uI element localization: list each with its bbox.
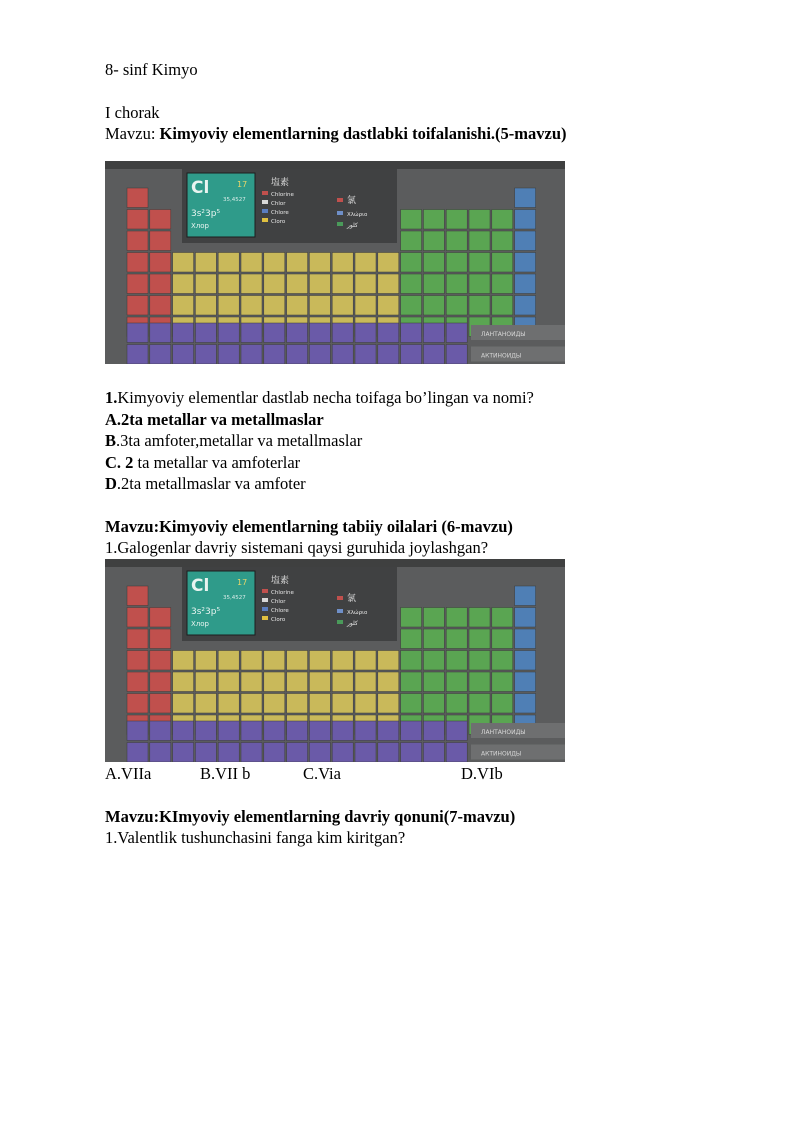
element-name-0: Chlorine: [271, 590, 294, 596]
element-cell: [492, 672, 513, 692]
element-cell: [515, 188, 536, 208]
option-d: D.VIb: [461, 764, 503, 783]
f-block-cell: [355, 345, 376, 365]
element-cell: [195, 672, 216, 692]
element-name-1: Chlor: [271, 201, 286, 207]
element-cell: [469, 672, 490, 692]
element-cell: [492, 608, 513, 628]
element-cell: [378, 296, 399, 316]
element-name-1: Chlor: [271, 599, 286, 605]
element-cell: [127, 231, 148, 251]
element-cell: [309, 651, 330, 671]
element-cell: [492, 253, 513, 273]
element-cell: [173, 296, 194, 316]
f-block-cell: [309, 721, 330, 741]
grade-line: 8- sinf Kimyo: [105, 60, 198, 79]
element-cell: [401, 608, 422, 628]
element-cell: [446, 231, 467, 251]
element-cell: [195, 651, 216, 671]
option-d-letter: D: [105, 474, 117, 493]
element-cell: [378, 694, 399, 714]
element-cell: [332, 274, 353, 294]
f-block-cell: [173, 345, 194, 365]
element-name-2: Chlore: [271, 210, 289, 216]
f-block-cell: [150, 721, 171, 741]
element-name-cn: 氯: [347, 196, 357, 206]
topic1-title: Kimyoviy elementlarning dastlabki toifalanishi.(5-mavzu): [159, 124, 567, 143]
element-cell: [309, 694, 330, 714]
element-cell: [150, 274, 171, 294]
element-cell: [127, 253, 148, 273]
element-cell: [401, 694, 422, 714]
element-cell: [218, 694, 239, 714]
f-block-cell: [264, 721, 285, 741]
f-block-cell: [241, 345, 262, 365]
flag-icon: [262, 209, 268, 213]
element-cell: [401, 651, 422, 671]
element-cell: [515, 608, 536, 628]
flag-icon: [262, 607, 268, 611]
f-block-cell: [378, 721, 399, 741]
element-cell: [492, 210, 513, 230]
f-block-cell: [241, 323, 262, 343]
flag-icon: [337, 596, 343, 600]
element-cell: [287, 694, 308, 714]
element-cell: [173, 651, 194, 671]
f-block-cell: [355, 323, 376, 343]
element-cell: [287, 296, 308, 316]
element-cell: [150, 651, 171, 671]
option-c: [105, 453, 300, 473]
element-name-0: Chlorine: [271, 192, 294, 198]
element-cell: [218, 296, 239, 316]
periodic-table-image-1: [105, 161, 565, 364]
element-cell: [492, 651, 513, 671]
element-cell: [515, 586, 536, 606]
element-cell: [150, 629, 171, 649]
element-cell: [401, 210, 422, 230]
f-block-cell: [241, 721, 262, 741]
f-block-cell: [127, 721, 148, 741]
element-name-cn: 氯: [347, 594, 357, 604]
option-c: C.Via: [303, 764, 341, 783]
element-cell: [150, 210, 171, 230]
f-block-cell: [218, 323, 239, 343]
element-mass: 35,4527: [223, 595, 246, 601]
element-cell: [469, 210, 490, 230]
option-d: [105, 474, 306, 494]
element-cell: [150, 694, 171, 714]
element-cell: [423, 253, 444, 273]
element-cell: [287, 672, 308, 692]
element-cell: [469, 608, 490, 628]
f-block-cell: [127, 323, 148, 343]
f-block-cell: [355, 721, 376, 741]
element-cell: [515, 253, 536, 273]
element-cell: [218, 651, 239, 671]
option-b: B.VII b: [200, 764, 251, 783]
f-block-cell: [378, 743, 399, 763]
f-block-cell: [309, 743, 330, 763]
option-d-text: .2ta metallmaslar va amfoter: [116, 474, 306, 493]
element-cell: [469, 231, 490, 251]
element-cell: [127, 210, 148, 230]
f-block-cell: [309, 345, 330, 365]
element-cell: [332, 253, 353, 273]
option-b-letter: B: [105, 431, 117, 450]
element-cell: [218, 274, 239, 294]
f-block-cell: [150, 323, 171, 343]
element-cell: [446, 694, 467, 714]
element-cell: [469, 274, 490, 294]
f-block-cell: [287, 743, 308, 763]
f-block-cell: [287, 721, 308, 741]
lanthanides-label: ЛАНТАНОИДЫ: [481, 729, 526, 736]
electron-config: 3s²3p⁵: [191, 209, 221, 219]
question1: [105, 388, 534, 408]
element-cell: [378, 274, 399, 294]
element-cell: [378, 651, 399, 671]
f-block-cell: [127, 345, 148, 365]
element-cell: [446, 253, 467, 273]
f-block-cell: [423, 345, 444, 365]
element-cell: [355, 253, 376, 273]
element-number: 17: [237, 578, 248, 587]
electron-config: 3s²3p⁵: [191, 607, 221, 617]
f-block-cell: [401, 345, 422, 365]
element-cell: [127, 672, 148, 692]
element-cell: [423, 694, 444, 714]
flag-icon: [262, 200, 268, 204]
element-cell: [264, 694, 285, 714]
element-cell: [150, 672, 171, 692]
topic3-heading: Mavzu:KImyoviy elementlarning davriy qonuni(7-mavzu): [105, 807, 516, 826]
element-cell: [469, 651, 490, 671]
element-cell: [241, 694, 262, 714]
element-cell: [218, 253, 239, 273]
f-block-cell: [127, 743, 148, 763]
element-cell: [446, 672, 467, 692]
element-name-ru: Хлор: [191, 222, 209, 230]
element-number: 17: [237, 180, 248, 189]
element-cell: [401, 296, 422, 316]
element-cell: [515, 274, 536, 294]
element-cell: [423, 296, 444, 316]
element-cell: [378, 253, 399, 273]
option-a: A.VIIa: [105, 764, 152, 783]
element-mass: 35,4527: [223, 197, 246, 203]
element-cell: [264, 253, 285, 273]
element-cell: [127, 274, 148, 294]
element-cell: [150, 296, 171, 316]
element-cell: [173, 274, 194, 294]
element-cell: [355, 672, 376, 692]
element-cell: [127, 296, 148, 316]
f-block-cell: [195, 743, 216, 763]
question1-number: 1.: [105, 388, 118, 407]
element-cell: [423, 231, 444, 251]
element-name-ru: Хлор: [191, 620, 209, 628]
element-cell: [264, 296, 285, 316]
table-header-bar: [105, 559, 565, 567]
f-block-cell: [195, 345, 216, 365]
element-cell: [332, 672, 353, 692]
element-name-gr: Χλώριο: [347, 610, 368, 616]
element-cell: [332, 694, 353, 714]
element-name-3: Cloro: [271, 219, 286, 225]
f-block-cell: [401, 743, 422, 763]
element-cell: [401, 274, 422, 294]
element-name-jp: 塩素: [271, 576, 290, 586]
f-block-cell: [173, 323, 194, 343]
element-cell: [423, 608, 444, 628]
f-block-cell: [423, 323, 444, 343]
element-cell: [264, 651, 285, 671]
element-cell: [309, 296, 330, 316]
f-block-cell: [150, 345, 171, 365]
element-name-gr: Χλώριο: [347, 212, 368, 218]
element-cell: [287, 274, 308, 294]
element-cell: [309, 253, 330, 273]
element-cell: [515, 231, 536, 251]
f-block-cell: [287, 323, 308, 343]
f-block-cell: [401, 323, 422, 343]
flag-icon: [337, 620, 343, 624]
element-cell: [195, 253, 216, 273]
f-block-cell: [332, 345, 353, 365]
actinides-label: АКТИНОИДЫ: [481, 750, 522, 758]
element-cell: [401, 231, 422, 251]
quarter-line: I chorak: [105, 103, 160, 122]
element-cell: [515, 672, 536, 692]
element-cell: [492, 296, 513, 316]
element-cell: [127, 586, 148, 606]
element-cell: [515, 629, 536, 649]
element-cell: [446, 608, 467, 628]
element-cell: [492, 694, 513, 714]
element-cell: [423, 651, 444, 671]
element-cell: [127, 694, 148, 714]
element-cell: [515, 296, 536, 316]
element-cell: [423, 629, 444, 649]
element-cell: [287, 651, 308, 671]
element-cell: [446, 629, 467, 649]
element-cell: [446, 651, 467, 671]
element-cell: [195, 274, 216, 294]
element-cell: [127, 651, 148, 671]
element-cell: [173, 694, 194, 714]
f-block-cell: [309, 323, 330, 343]
question1-text: Kimyoviy elementlar dastlab necha toifaga bo’lingan va nomi?: [117, 388, 534, 407]
element-cell: [423, 210, 444, 230]
f-block-cell: [378, 345, 399, 365]
element-cell: [150, 231, 171, 251]
option-c-text: ta metallar va amfoterlar: [133, 453, 301, 472]
element-cell: [423, 672, 444, 692]
element-cell: [515, 210, 536, 230]
element-cell: [515, 651, 536, 671]
element-cell: [218, 672, 239, 692]
f-block-cell: [446, 323, 467, 343]
option-a: A.2ta metallar va metallmaslar: [105, 410, 324, 429]
element-cell: [446, 274, 467, 294]
element-cell: [150, 608, 171, 628]
element-cell: [515, 694, 536, 714]
f-block-cell: [332, 721, 353, 741]
f-block-cell: [287, 345, 308, 365]
f-block-cell: [241, 743, 262, 763]
element-cell: [355, 274, 376, 294]
element-cell: [469, 629, 490, 649]
f-block-cell: [264, 323, 285, 343]
f-block-cell: [355, 743, 376, 763]
f-block-cell: [446, 345, 467, 365]
element-cell: [469, 296, 490, 316]
element-name-ar: كلور: [347, 222, 358, 229]
table-header-bar: [105, 161, 565, 169]
f-block-cell: [195, 721, 216, 741]
flag-icon: [337, 222, 343, 226]
element-cell: [173, 672, 194, 692]
element-cell: [309, 274, 330, 294]
element-cell: [446, 210, 467, 230]
element-cell: [195, 694, 216, 714]
element-cell: [127, 629, 148, 649]
periodic-table-image-2: [105, 559, 565, 762]
element-cell: [287, 253, 308, 273]
element-symbol: Cl: [191, 576, 210, 596]
f-block-cell: [446, 743, 467, 763]
element-cell: [492, 629, 513, 649]
topic3-question: 1.Valentlik tushunchasini fanga kim kiritgan?: [105, 828, 406, 847]
element-name-ar: كلور: [347, 620, 358, 627]
topic2-question: 1.Galogenlar davriy sistemani qaysi guruhida joylashgan?: [105, 538, 489, 557]
element-cell: [150, 253, 171, 273]
lanthanides-label: ЛАНТАНОИДЫ: [481, 331, 526, 338]
topic1-heading: [105, 124, 567, 144]
element-cell: [423, 274, 444, 294]
f-block-cell: [264, 743, 285, 763]
element-cell: [264, 274, 285, 294]
topic2-heading: Mavzu:Kimyoviy elementlarning tabiiy oilalari (6-mavzu): [105, 517, 513, 536]
element-cell: [378, 672, 399, 692]
element-cell: [173, 253, 194, 273]
element-cell: [446, 296, 467, 316]
element-name-2: Chlore: [271, 608, 289, 614]
flag-icon: [262, 598, 268, 602]
flag-icon: [337, 211, 343, 215]
option-b-text: .3ta amfoter,metallar va metallmaslar: [116, 431, 363, 450]
element-cell: [492, 231, 513, 251]
f-block-cell: [332, 743, 353, 763]
element-cell: [492, 274, 513, 294]
element-symbol: Cl: [191, 178, 210, 198]
element-cell: [355, 694, 376, 714]
flag-icon: [337, 609, 343, 613]
element-cell: [355, 296, 376, 316]
flag-icon: [262, 218, 268, 222]
flag-icon: [337, 198, 343, 202]
f-block-cell: [218, 345, 239, 365]
element-cell: [241, 253, 262, 273]
f-block-cell: [264, 345, 285, 365]
flag-icon: [262, 589, 268, 593]
element-cell: [241, 651, 262, 671]
f-block-cell: [423, 721, 444, 741]
element-cell: [355, 651, 376, 671]
flag-icon: [262, 616, 268, 620]
element-cell: [332, 296, 353, 316]
element-cell: [401, 629, 422, 649]
element-name-3: Cloro: [271, 617, 286, 623]
element-cell: [309, 672, 330, 692]
element-cell: [241, 672, 262, 692]
f-block-cell: [378, 323, 399, 343]
element-cell: [401, 253, 422, 273]
f-block-cell: [173, 743, 194, 763]
element-cell: [332, 651, 353, 671]
element-cell: [264, 672, 285, 692]
element-cell: [127, 608, 148, 628]
element-name-jp: 塩素: [271, 178, 290, 188]
topic-label: Mavzu:: [105, 124, 160, 143]
f-block-cell: [150, 743, 171, 763]
element-cell: [241, 296, 262, 316]
f-block-cell: [446, 721, 467, 741]
option-c-letter: C. 2: [105, 453, 134, 472]
f-block-cell: [218, 721, 239, 741]
f-block-cell: [332, 323, 353, 343]
element-cell: [195, 296, 216, 316]
element-cell: [469, 253, 490, 273]
option-b: [105, 431, 362, 451]
f-block-cell: [423, 743, 444, 763]
element-cell: [469, 694, 490, 714]
f-block-cell: [401, 721, 422, 741]
actinides-label: АКТИНОИДЫ: [481, 352, 522, 360]
element-cell: [241, 274, 262, 294]
f-block-cell: [195, 323, 216, 343]
f-block-cell: [173, 721, 194, 741]
f-block-cell: [218, 743, 239, 763]
element-cell: [401, 672, 422, 692]
element-cell: [127, 188, 148, 208]
flag-icon: [262, 191, 268, 195]
